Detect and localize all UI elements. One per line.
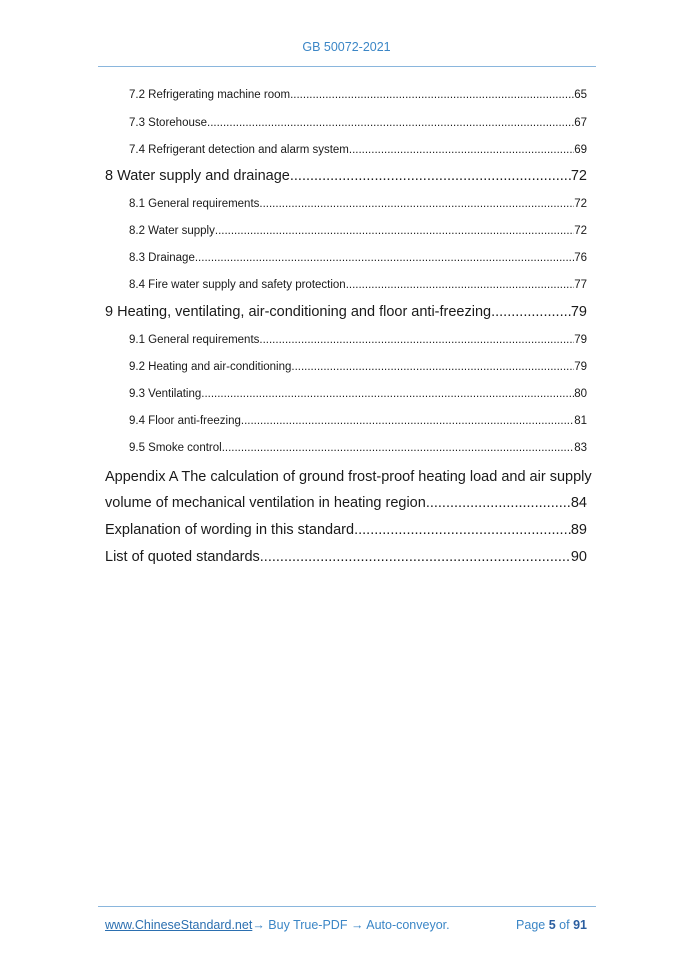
- toc-entry-wording[interactable]: [105, 521, 587, 539]
- dot-leader: [291, 360, 574, 374]
- dot-leader: [195, 251, 574, 265]
- page-current: 5: [548, 918, 556, 932]
- dot-leader: [426, 494, 571, 512]
- toc-entry-title: 8 Water supply and drainage: [105, 168, 290, 184]
- dot-leader: [222, 441, 575, 455]
- toc-entry-title: 9.4 Floor anti-freezing: [129, 415, 241, 427]
- toc-entry-title: 9.3 Ventilating: [129, 388, 202, 400]
- header-divider: [98, 66, 596, 67]
- toc-entry-page: 76: [574, 252, 587, 264]
- toc-entry-title: 9.1 General requirements: [129, 334, 260, 346]
- toc-entry-page: 79: [574, 361, 587, 373]
- toc-entry-quoted-standards[interactable]: [105, 548, 587, 566]
- toc-entry-page: 77: [574, 279, 587, 291]
- dot-leader: [207, 116, 574, 130]
- toc-entry-9-1[interactable]: [129, 333, 587, 347]
- dot-leader: [241, 414, 574, 428]
- toc-entry-8-2[interactable]: [129, 224, 587, 238]
- toc-entry-page: 65: [574, 89, 587, 101]
- dot-leader: [349, 143, 574, 157]
- toc-entry-page: 81: [574, 415, 587, 427]
- toc-entry-title: 7.2 Refrigerating machine room: [129, 89, 291, 101]
- toc-entry-page: 79: [570, 304, 587, 320]
- dot-leader: [290, 167, 571, 185]
- toc-entry-7-3[interactable]: [129, 116, 587, 130]
- of-label: of: [559, 918, 570, 932]
- dot-leader: [201, 387, 574, 401]
- toc-entry-page: 83: [574, 442, 587, 454]
- page-total: 91: [573, 918, 587, 932]
- toc-entry-title: 8.1 General requirements: [129, 198, 260, 210]
- toc-entry-page: 69: [574, 144, 587, 156]
- toc-entry-page: 80: [574, 388, 587, 400]
- dot-leader: [260, 548, 571, 566]
- toc-entry-page: 84: [570, 495, 587, 511]
- toc-entry-7-4[interactable]: [129, 143, 587, 157]
- toc-entry-title: 9 Heating, ventilating, air-conditioning and floor anti-freezing: [105, 304, 492, 320]
- promo-text: → Buy True-PDF → Auto-conveyor.: [252, 918, 450, 932]
- toc-entry-page: 72: [574, 225, 587, 237]
- toc-entry-chapter-9[interactable]: [105, 303, 587, 321]
- toc-entry-title: Explanation of wording in this standard: [105, 522, 355, 538]
- dot-leader: [491, 303, 571, 321]
- toc-entry-appendix-a-line1[interactable]: Appendix A The calculation of ground frost-proof heating load and air supply: [105, 469, 592, 485]
- footer-divider: [98, 906, 596, 907]
- dot-leader: [354, 521, 571, 539]
- toc-entry-title: 8.2 Water supply: [129, 225, 215, 237]
- toc-entry-title: 9.5 Smoke control: [129, 442, 222, 454]
- toc-entry-title: 7.4 Refrigerant detection and alarm system: [129, 144, 349, 156]
- dot-leader: [259, 333, 574, 347]
- toc-entry-9-3[interactable]: [129, 387, 587, 401]
- toc-entry-9-4[interactable]: [129, 414, 587, 428]
- toc-entry-title: 8.4 Fire water supply and safety protection: [129, 279, 346, 291]
- toc-entry-title: 7.3 Storehouse: [129, 117, 208, 129]
- dot-leader: [346, 278, 575, 292]
- toc-entry-title: List of quoted standards: [105, 549, 260, 565]
- toc-entry-appendix-a[interactable]: [105, 494, 587, 512]
- toc-entry-title: 9.2 Heating and air-conditioning: [129, 361, 292, 373]
- page-footer: [105, 918, 587, 932]
- toc-entry-9-2[interactable]: [129, 360, 587, 374]
- toc-entry-chapter-8[interactable]: [105, 167, 587, 185]
- toc-entry-8-4[interactable]: [129, 278, 587, 292]
- website-link[interactable]: www.ChineseStandard.net: [105, 918, 253, 932]
- toc-entry-9-5[interactable]: [129, 441, 587, 455]
- toc-entry-page: 67: [574, 117, 587, 129]
- toc-entry-title: volume of mechanical ventilation in heating region: [105, 495, 426, 511]
- dot-leader: [259, 197, 574, 211]
- dot-leader: [290, 88, 574, 102]
- dot-leader: [215, 224, 574, 238]
- toc-entry-page: 72: [570, 168, 587, 184]
- toc-entry-page: 89: [570, 522, 587, 538]
- toc-entry-7-2[interactable]: [129, 88, 587, 102]
- page-label: Page: [516, 918, 546, 932]
- document-code-header: GB 50072-2021: [302, 40, 391, 54]
- toc-entry-page: 79: [574, 334, 587, 346]
- toc-entry-8-1[interactable]: [129, 197, 587, 211]
- toc-entry-title: 8.3 Drainage: [129, 252, 195, 264]
- toc-entry-page: 72: [574, 198, 587, 210]
- toc-entry-page: 90: [570, 549, 587, 565]
- toc-entry-8-3[interactable]: [129, 251, 587, 265]
